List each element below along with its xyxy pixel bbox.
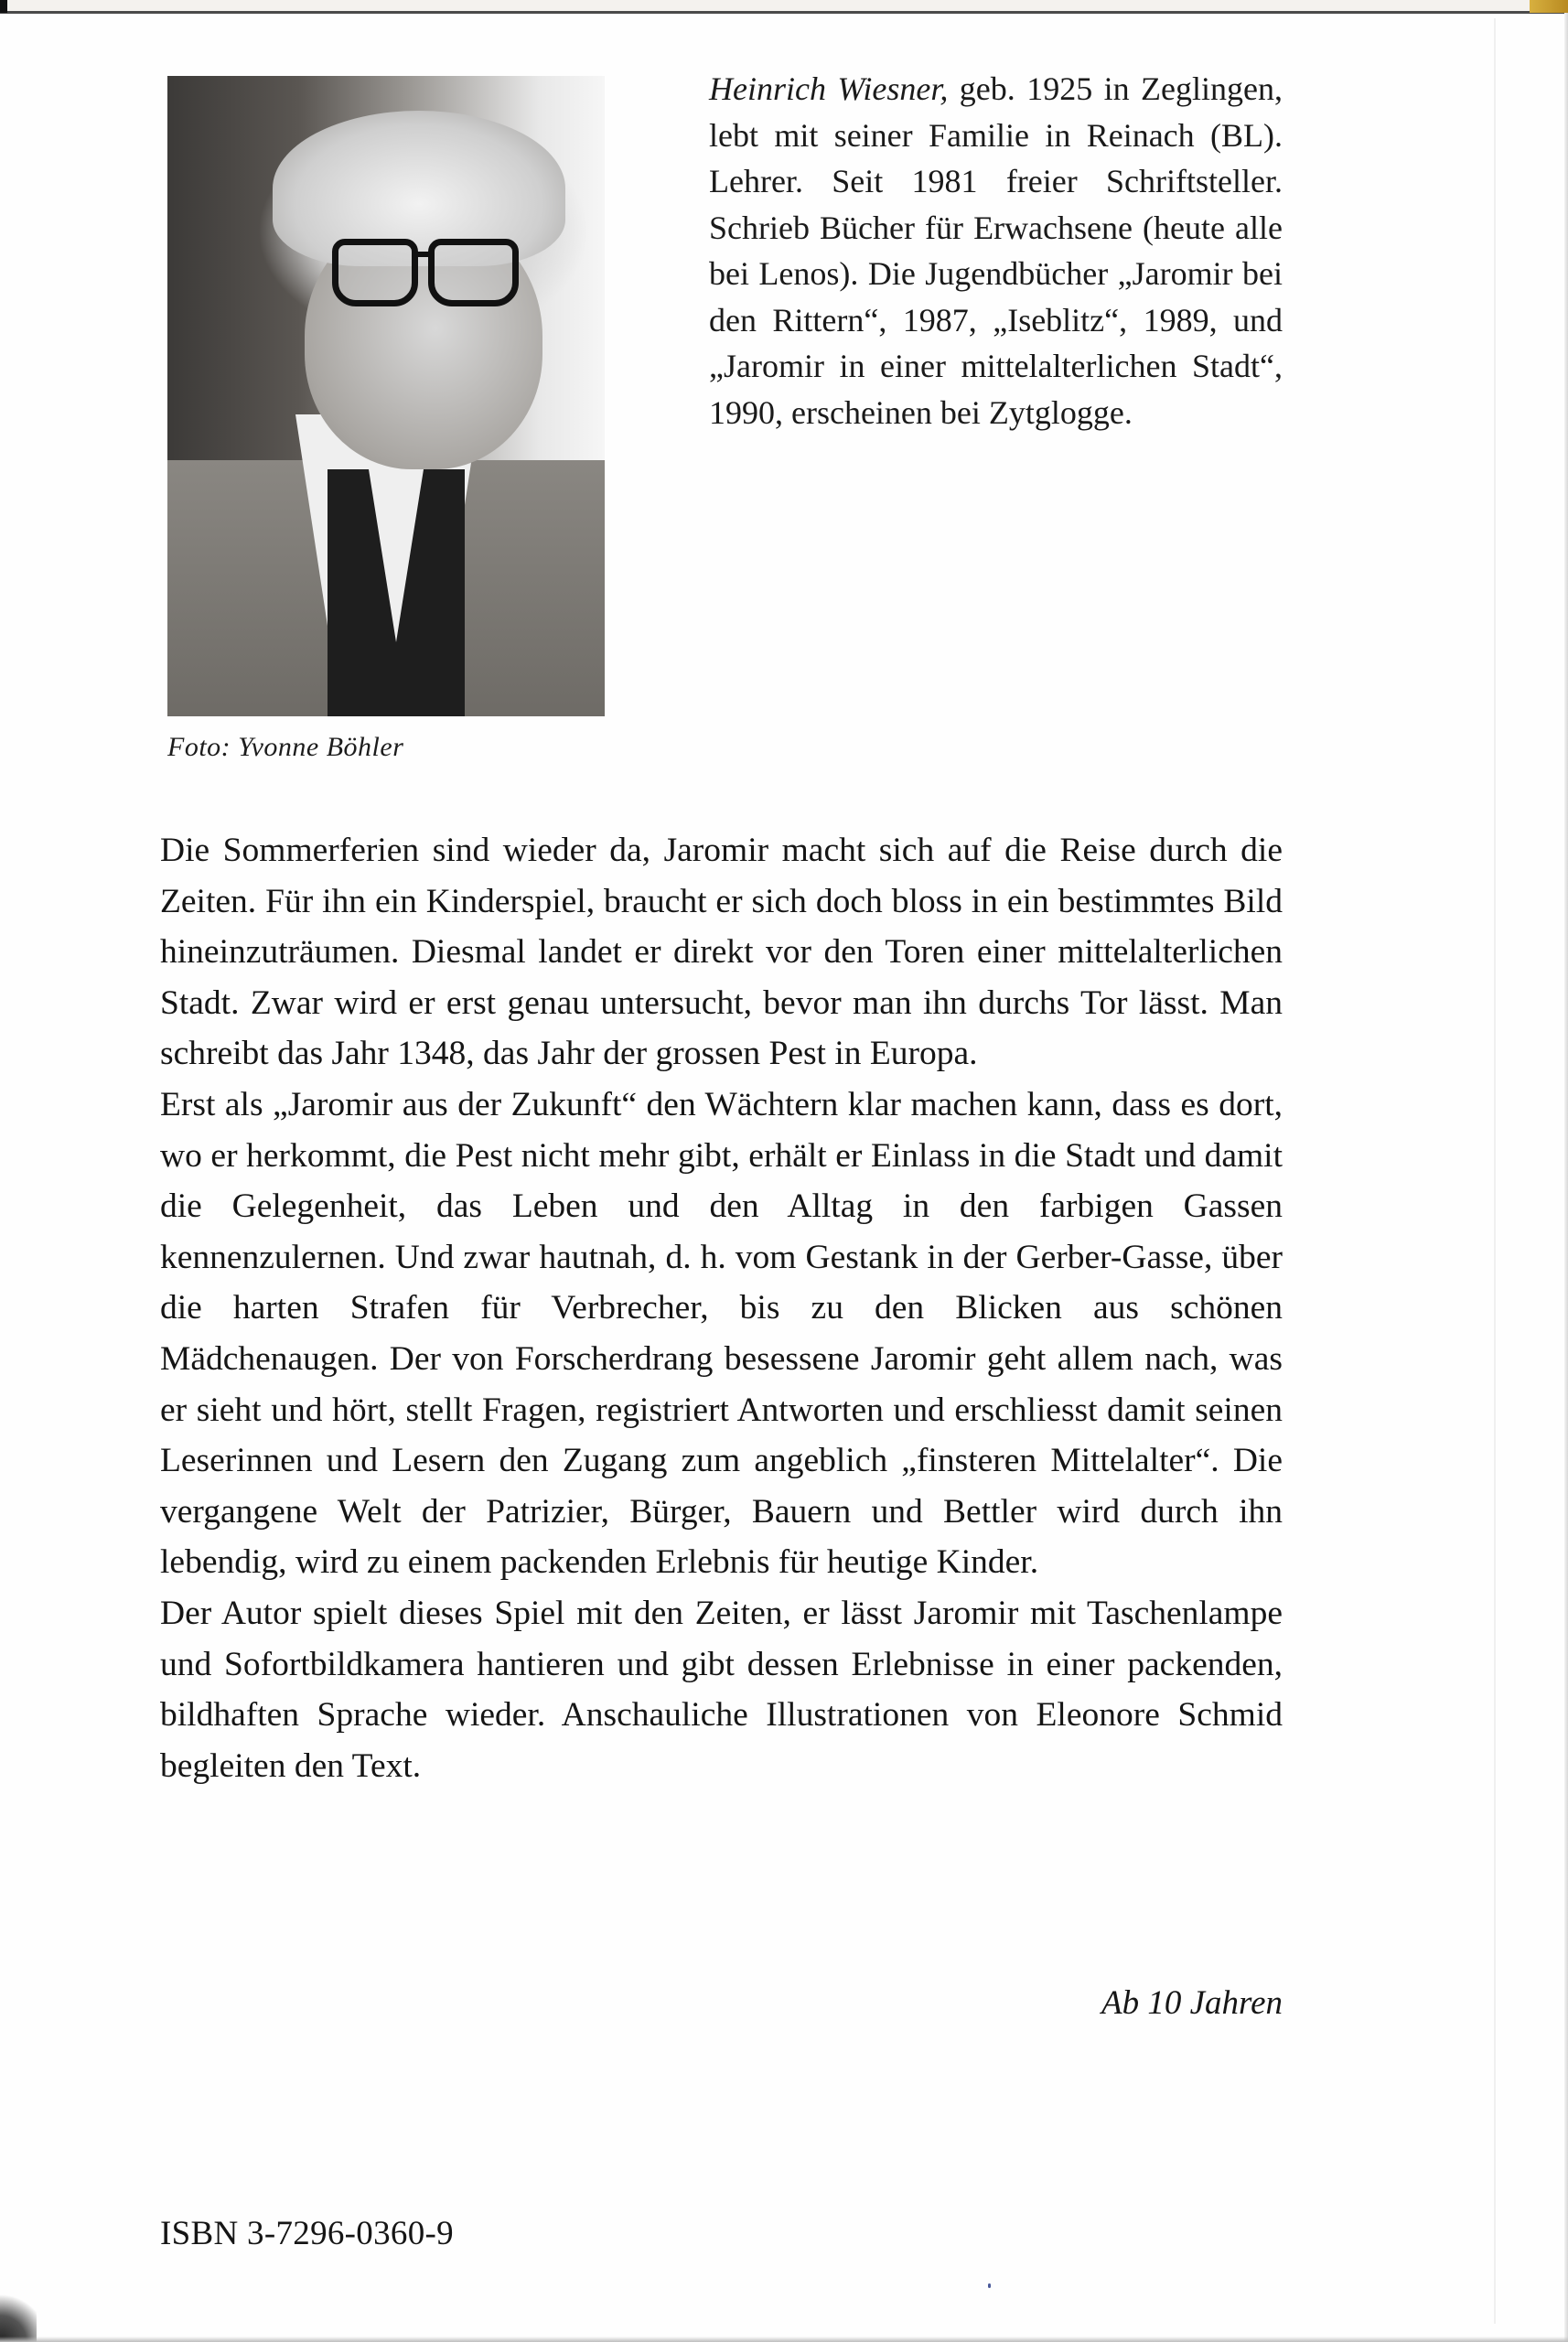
- author-name: Heinrich Wiesner,: [709, 70, 949, 107]
- photo-caption: Foto: Yvonne Böhler: [167, 732, 404, 762]
- isbn-number: ISBN 3-7296-0360-9: [160, 2215, 454, 2252]
- blurb-paragraph: Die Sommerferien sind wieder da, Jaromir macht sich auf die Reise durch die Zeiten. Für ihn ein Kinderspiel, braucht er sich doch bloss in ein bestimmtes Bild hineinzuträumen. Diesmal landet er direkt vor den Toren einer mittelalterlichen Stadt. Zwar wird er erst genau untersucht, bevor man ihn durchs Tor lässt. Man schreibt das Jahr 1348, das Jahr der grossen Pest in Europa.: [160, 832, 1283, 1073]
- glasses-bridge: [413, 252, 433, 257]
- age-recommendation: Ab 10 Jahren: [1101, 1984, 1283, 2022]
- glasses-icon: [428, 239, 519, 306]
- blurb-paragraph: Erst als „Jaromir aus der Zukunft“ den Wächtern klar machen kann, dass es dort, wo er herkommt, die Pest nicht mehr gibt, erhält er Einlass in die Stadt und damit die Gelegenheit, das Leben und den Alltag in den farbigen Gassen kennenzulernen. Und zwar hautnah, d. h. vom Gestank in der Gerber-Gasse, über die harten Strafen für Verbrecher, bis zu den Blicken aus schönen Mädchenaugen. Der von Forscherdrang besessene Jaromir geht allem nach, was er sieht und hört, stellt Fragen, registriert Antworten und erschliesst damit seinen Leserinnen und Lesern den Zugang zum angeblich „finsteren Mittelalter“. Die vergangene Welt der Patrizier, Bürger, Bauern und Bettler wird durch ihn lebendig, wird zu einem packenden Erlebnis für heutige Kinder.: [160, 1085, 1283, 1582]
- glasses-icon: [332, 239, 418, 306]
- blurb-paragraph: Der Autor spielt dieses Spiel mit den Zeiten, er lässt Jaromir mit Taschenlampe und Sofortbildkamera hantieren und gibt dessen Erlebnisse in einer packenden, bildhaften Sprache wieder. Anschauliche Illustrationen von Eleonore Schmid begleiten den Text.: [160, 1594, 1283, 1785]
- author-bio-text: geb. 1925 in Zeglingen, lebt mit seiner Familie in Reinach (BL). Lehrer. Seit 1981 freier Schriftsteller. Schrieb Bücher für Erwachsene (heute alle bei Lenos). Die Jugendbücher „Jaromir bei den Rittern“, 1987, „Iseblitz“, 1989, und „Jaromir in einer mittelalterlichen Stadt“, 1990, erscheinen bei Zytglogge.: [709, 70, 1283, 431]
- scan-corner-shadow: [0, 0, 7, 13]
- book-blurb: [160, 825, 1283, 1791]
- scan-right-edge: [1564, 13, 1568, 2342]
- scan-corner-accent: [1530, 0, 1568, 13]
- author-bio: [709, 66, 1283, 435]
- photo-hair: [273, 111, 565, 266]
- scan-speck: [988, 2283, 991, 2288]
- scan-bottom-edge: [0, 2337, 1568, 2342]
- scan-top-edge: [0, 0, 1568, 14]
- scan-corner-shadow: [0, 2287, 37, 2342]
- spine-crease: [1494, 18, 1496, 2324]
- author-photo: [167, 76, 605, 716]
